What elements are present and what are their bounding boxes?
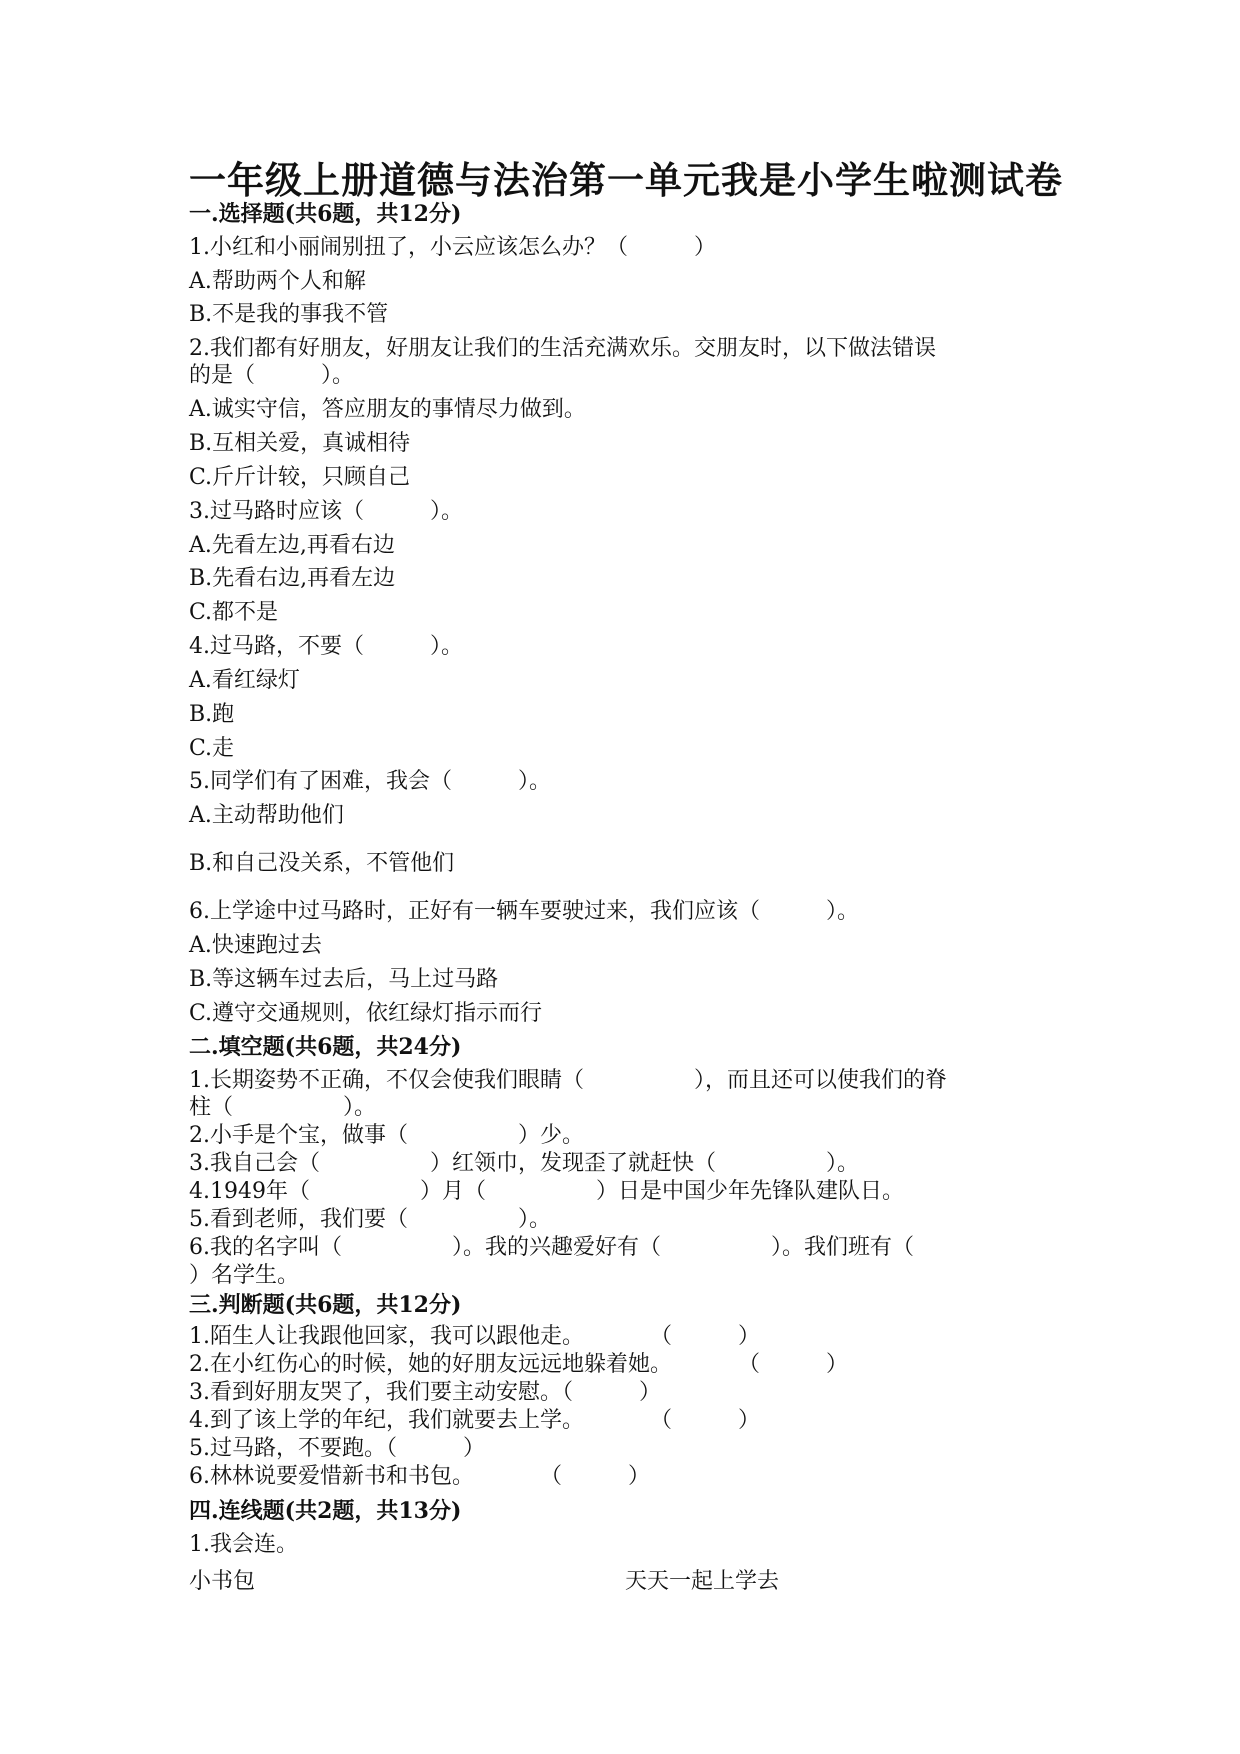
question-text: 1.陌生人让我跟他回家，我可以跟他走。 （ ） xyxy=(189,1324,760,1349)
question-text: 2.小手是个宝，做事（ ）少。 xyxy=(189,1123,584,1148)
section-heading-judge: 三.判断题(共6题，共12分) xyxy=(189,1292,462,1318)
question-text: 3.过马路时应该（ ）。 xyxy=(189,499,463,524)
option-text: B.先看右边,再看左边 xyxy=(189,566,396,591)
section-heading-match: 四.连线题(共2题，共13分) xyxy=(189,1498,462,1524)
option-text: A.主动帮助他们 xyxy=(189,803,344,828)
option-text: B.等这辆车过去后，马上过马路 xyxy=(189,967,499,992)
option-text: B.跑 xyxy=(189,702,235,727)
question-text: 2.在小红伤心的时候，她的好朋友远远地躲着她。 （ ） xyxy=(189,1352,848,1377)
option-text: A.诚实守信，答应朋友的事情尽力做到。 xyxy=(189,397,586,422)
question-text: 1.小红和小丽闹别扭了，小云应该怎么办？（ ） xyxy=(189,235,716,260)
question-text: 的是（ ）。 xyxy=(189,363,355,388)
question-text: 5.过马路，不要跑。（ ） xyxy=(189,1436,485,1461)
option-text: C.遵守交通规则，依红绿灯指示而行 xyxy=(189,1001,543,1026)
question-text: 3.看到好朋友哭了，我们要主动安慰。（ ） xyxy=(189,1380,661,1405)
question-text: 1.长期姿势不正确，不仅会使我们眼睛（ ），而且还可以使我们的脊 xyxy=(189,1068,947,1093)
question-text: 3.我自己会（ ）红领巾，发现歪了就赶快（ ）。 xyxy=(189,1151,859,1176)
question-text: 6.林林说要爱惜新书和书包。 （ ） xyxy=(189,1464,650,1489)
option-text: C.都不是 xyxy=(189,600,279,625)
match-left-item: 小书包 xyxy=(189,1569,256,1594)
question-text: 4.1949年（ ）月（ ）日是中国少年先锋队建队日。 xyxy=(189,1179,904,1204)
question-text: 4.过马路，不要（ ）。 xyxy=(189,634,463,659)
page-title: 一年级上册道德与法治第一单元我是小学生啦测试卷 xyxy=(189,158,1063,202)
option-text: A.看红绿灯 xyxy=(189,668,300,693)
question-text: 6.上学途中过马路时，正好有一辆车要驶过来，我们应该（ ）。 xyxy=(189,899,859,924)
question-text: 2.我们都有好朋友，好朋友让我们的生活充满欢乐。交朋友时，以下做法错误 xyxy=(189,336,936,361)
question-text: ）名学生。 xyxy=(189,1263,300,1288)
match-right-item: 天天一起上学去 xyxy=(625,1569,780,1594)
option-text: C.斤斤计较，只顾自己 xyxy=(189,465,411,490)
question-text: 5.同学们有了困难，我会（ ）。 xyxy=(189,769,551,794)
question-text: 1.我会连。 xyxy=(189,1532,298,1557)
section-heading-choice: 一.选择题(共6题，共12分) xyxy=(189,201,462,227)
option-text: A.快速跑过去 xyxy=(189,933,322,958)
option-text: B.互相关爱，真诚相待 xyxy=(189,431,411,456)
question-text: 4.到了该上学的年纪，我们就要去上学。 （ ） xyxy=(189,1408,760,1433)
question-text: 6.我的名字叫（ ）。我的兴趣爱好有（ ）。我们班有（ xyxy=(189,1235,914,1260)
option-text: B.不是我的事我不管 xyxy=(189,302,389,327)
question-text: 5.看到老师，我们要（ ）。 xyxy=(189,1207,551,1232)
option-text: A.先看左边,再看右边 xyxy=(189,533,395,558)
question-text: 柱（ ）。 xyxy=(189,1095,377,1120)
section-heading-fill: 二.填空题(共6题，共24分) xyxy=(189,1034,462,1060)
option-text: A.帮助两个人和解 xyxy=(189,269,366,294)
option-text: C.走 xyxy=(189,736,235,761)
option-text: B.和自己没关系，不管他们 xyxy=(189,851,455,876)
